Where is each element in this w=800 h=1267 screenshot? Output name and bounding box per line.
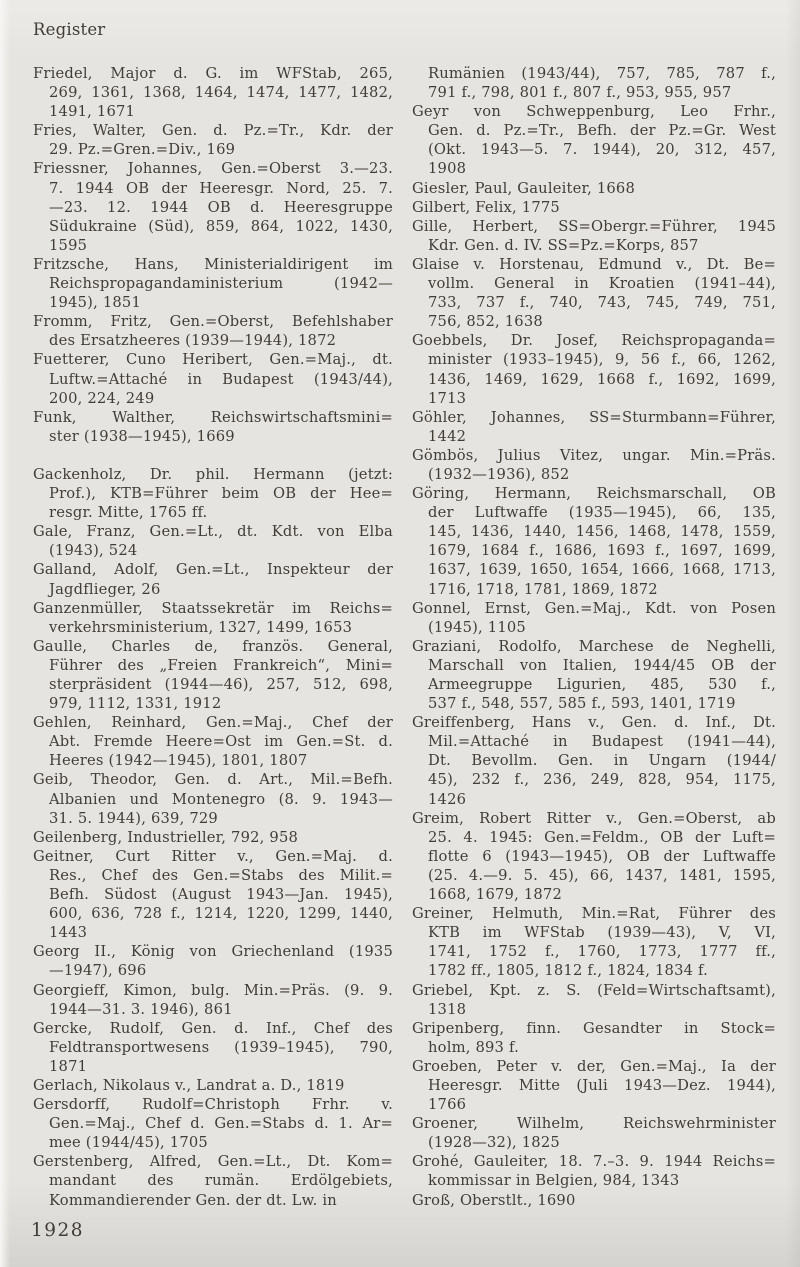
- entry-line: 1782 ff., 1805, 1812 f., 1824, 1834 f.: [428, 962, 709, 980]
- entry-line: 537 f., 548, 557, 585 f., 593, 1401, 1719: [428, 695, 736, 713]
- index-entry: [412, 102, 776, 178]
- index-entry: [412, 446, 776, 484]
- running-header: Register: [33, 20, 106, 39]
- index-entry: [33, 64, 393, 121]
- entry-line: Dt. Bevollm. Gen. in Ungarn (1944/: [428, 752, 776, 770]
- index-entry: [33, 255, 393, 312]
- index-entry: [412, 1152, 776, 1190]
- index-column-left: [33, 64, 393, 1210]
- entry-line: Luftw.=Attaché in Budapest (1943/44),: [49, 370, 393, 388]
- entry-line: Goebbels, Dr. Josef, Reichspropaganda=: [412, 332, 776, 350]
- entry-line: Gille, Herbert, SS=Obergr.=Führer, 1945: [412, 217, 776, 235]
- index-entry: [412, 809, 776, 904]
- entry-line: Göring, Hermann, Reichsmarschall, OB: [412, 485, 776, 503]
- entry-line: Glaise v. Horstenau, Edmund v., Dt. Be=: [412, 255, 776, 273]
- entry-line: Gömbös, Julius Vitez, ungar. Min.=Präs.: [412, 446, 776, 464]
- entry-line: Geitner, Curt Ritter v., Gen.=Maj. d.: [33, 847, 393, 865]
- entry-line: (1932—1936), 852: [428, 465, 570, 483]
- entry-line: Fries, Walter, Gen. d. Pz.=Tr., Kdr. der: [33, 122, 393, 140]
- entry-line: 1426: [428, 790, 467, 808]
- index-entry: [33, 1019, 393, 1076]
- entry-line: 979, 1112, 1331, 1912: [49, 695, 222, 713]
- entry-line: 733, 737 f., 740, 743, 745, 749, 751,: [428, 294, 776, 312]
- entry-line: Groeben, Peter v. der, Gen.=Maj., Ia der: [412, 1057, 776, 1075]
- entry-line: 25. 4. 1945: Gen.=Feldm., OB der Luft=: [428, 828, 776, 846]
- entry-line: Friedel, Major d. G. im WFStab, 265,: [33, 65, 393, 82]
- entry-line: Gripenberg, finn. Gesandter in Stock=: [412, 1019, 776, 1037]
- entry-line: 1713: [428, 389, 467, 407]
- entry-line: 1595: [49, 236, 88, 254]
- entry-line: Kommandierender Gen. der dt. Lw. in: [49, 1191, 337, 1209]
- entry-line: Gehlen, Reinhard, Gen.=Maj., Chef der: [33, 714, 393, 732]
- entry-line: Gackenholz, Dr. phil. Hermann (jetzt:: [33, 465, 393, 483]
- entry-line: Marschall von Italien, 1944/45 OB der: [428, 656, 776, 674]
- index-entry: [412, 64, 776, 102]
- entry-line: (Okt. 1943—5. 7. 1944), 20, 312, 457,: [428, 141, 776, 159]
- entry-line: Heeres (1942—1945), 1801, 1807: [49, 752, 308, 770]
- entry-line: Graziani, Rodolfo, Marchese de Neghelli,: [412, 637, 776, 655]
- index-entry: [33, 1095, 393, 1152]
- entry-line: 1318: [428, 1000, 467, 1018]
- index-entry: [33, 408, 393, 446]
- index-entry: [412, 484, 776, 599]
- index-entry: [412, 1057, 776, 1114]
- entry-line: 1741, 1752 f., 1760, 1773, 1777 ff.,: [428, 943, 776, 961]
- entry-line: Res., Chef des Gen.=Stabs des Milit.=: [49, 866, 393, 884]
- entry-line: —23. 12. 1944 OB d. Heeresgruppe: [49, 198, 393, 216]
- entry-line: Prof.), KTB=Führer beim OB der Hee=: [49, 485, 393, 503]
- entry-line: Groener, Wilhelm, Reichswehrminister: [412, 1115, 776, 1133]
- entry-line: 1436, 1469, 1629, 1668 f., 1692, 1699,: [428, 370, 776, 388]
- index-entry: [33, 599, 393, 637]
- entry-line: 29. Pz.=Gren.=Div., 169: [49, 141, 236, 159]
- entry-line: Fromm, Fritz, Gen.=Oberst, Befehlshaber: [33, 313, 393, 331]
- entry-line: Gilbert, Felix, 1775: [412, 198, 560, 216]
- entry-line: 600, 636, 728 f., 1214, 1220, 1299, 1440,: [49, 905, 393, 923]
- index-entry: [33, 637, 393, 713]
- entry-line: Befh. Südost (August 1943—Jan. 1945),: [49, 886, 393, 904]
- entry-line: 1679, 1684 f., 1686, 1693 f., 1697, 1699,: [428, 542, 776, 560]
- entry-line: Gercke, Rudolf, Gen. d. Inf., Chef des: [33, 1019, 393, 1037]
- entry-line: mee (1944/45), 1705: [49, 1134, 208, 1152]
- entry-line: Gen. d. Pz.=Tr., Befh. der Pz.=Gr. West: [428, 122, 776, 140]
- index-entry: [33, 465, 393, 522]
- entry-line: Abt. Fremde Heere=Ost im Gen.=St. d.: [49, 733, 393, 751]
- entry-line: mandant des rumän. Erdölgebiets,: [49, 1172, 393, 1190]
- index-entry: [412, 217, 776, 255]
- entry-line: Friessner, Johannes, Gen.=Oberst 3.—23.: [33, 160, 393, 178]
- index-entry: [33, 560, 393, 598]
- entry-line: 1871: [49, 1057, 88, 1075]
- entry-line: 1637, 1639, 1650, 1654, 1666, 1668, 1713,: [428, 561, 776, 579]
- entry-line: kommissar in Belgien, 984, 1343: [428, 1172, 680, 1190]
- entry-line: Albanien und Montenegro (8. 9. 1943—: [49, 790, 393, 808]
- entry-line: Grohé, Gauleiter, 18. 7.–3. 9. 1944 Reichs=: [412, 1153, 776, 1171]
- index-entry: [33, 1076, 393, 1095]
- index-entry: [412, 408, 776, 446]
- entry-line: verkehrsministerium, 1327, 1499, 1653: [49, 618, 353, 636]
- entry-line: Gonnel, Ernst, Gen.=Maj., Kdt. von Posen: [412, 599, 776, 617]
- entry-line: vollm. General in Kroatien (1941–44),: [428, 275, 776, 293]
- entry-line: Ganzenmüller, Staatssekretär im Reichs=: [33, 599, 393, 617]
- entry-line: Galland, Adolf, Gen.=Lt., Inspekteur der: [33, 561, 393, 579]
- entry-line: sterpräsident (1944—46), 257, 512, 698,: [49, 676, 393, 693]
- entry-line: (1943), 524: [49, 542, 138, 560]
- entry-line: Gersdorff, Rudolf=Christoph Frhr. v.: [33, 1096, 393, 1114]
- entry-line: Gerstenberg, Alfred, Gen.=Lt., Dt. Kom=: [33, 1153, 393, 1171]
- index-entry: [412, 904, 776, 980]
- entry-line: Geib, Theodor, Gen. d. Art., Mil.=Befh.: [33, 771, 393, 789]
- entry-line: 1443: [49, 924, 88, 942]
- index-columns: [33, 64, 776, 1210]
- entry-line: der Luftwaffe (1935—1945), 66, 135,: [428, 504, 776, 522]
- entry-line: Geilenberg, Industrieller, 792, 958: [33, 828, 299, 846]
- entry-line: Kdr. Gen. d. IV. SS=Pz.=Korps, 857: [428, 236, 699, 254]
- entry-line: 1945), 1851: [49, 294, 142, 312]
- entry-line: holm, 893 f.: [428, 1038, 519, 1056]
- index-entry: [412, 255, 776, 331]
- entry-line: 1668, 1679, 1872: [428, 886, 563, 904]
- entry-line: 145, 1436, 1440, 1456, 1468, 1478, 1559,: [428, 523, 776, 541]
- index-entry: [33, 121, 393, 159]
- section-gap: [33, 446, 393, 465]
- entry-line: minister (1933–1945), 9, 56 f., 66, 1262,: [428, 351, 776, 369]
- entry-line: Groß, Oberstlt., 1690: [412, 1191, 576, 1209]
- index-entry: [412, 1114, 776, 1152]
- index-entry: [33, 159, 393, 254]
- entry-line: Südukraine (Süd), 859, 864, 1022, 1430,: [49, 217, 393, 235]
- entry-line: Gerlach, Nikolaus v., Landrat a. D., 1819: [33, 1076, 345, 1094]
- entry-line: 1716, 1718, 1781, 1869, 1872: [428, 580, 658, 598]
- entry-line: Mil.=Attaché in Budapest (1941—44),: [428, 733, 776, 751]
- entry-line: KTB im WFStab (1939—43), V, VI,: [428, 924, 776, 942]
- entry-line: flotte 6 (1943—1945), OB der Luftwaffe: [428, 847, 776, 865]
- entry-line: Georg II., König von Griechenland (1935: [33, 943, 393, 961]
- entry-line: 1944—31. 3. 1946), 861: [49, 1000, 233, 1018]
- entry-line: (25. 4.—9. 5. 45), 66, 1437, 1481, 1595,: [428, 866, 776, 884]
- index-entry: [33, 770, 393, 827]
- entry-line: Führer des „Freien Frankreich“, Mini=: [49, 656, 393, 674]
- entry-line: (1928—32), 1825: [428, 1134, 560, 1152]
- entry-line: Greim, Robert Ritter v., Gen.=Oberst, ab: [412, 809, 776, 827]
- entry-line: 31. 5. 1944), 639, 729: [49, 809, 218, 827]
- entry-line: 1442: [428, 427, 467, 445]
- entry-line: resgr. Mitte, 1765 ff.: [49, 504, 208, 522]
- index-entry: [33, 312, 393, 350]
- entry-line: —1947), 696: [49, 962, 147, 980]
- index-entry: [33, 847, 393, 942]
- entry-line: Geyr von Schweppenburg, Leo Frhr.,: [412, 103, 776, 121]
- entry-line: Funk, Walther, Reichswirtschaftsmini=: [33, 408, 393, 426]
- entry-line: Griebel, Kpt. z. S. (Feld=Wirtschaftsamt),: [412, 981, 776, 999]
- entry-line: 791 f., 798, 801 f., 807 f., 953, 955, 957: [428, 84, 732, 102]
- entry-line: Giesler, Paul, Gauleiter, 1668: [412, 179, 636, 197]
- entry-line: Heeresgr. Mitte (Juli 1943—Dez. 1944),: [428, 1076, 776, 1094]
- entry-line: 7. 1944 OB der Heeresgr. Nord, 25. 7.: [49, 179, 393, 197]
- entry-line: Greiffenberg, Hans v., Gen. d. Inf., Dt.: [412, 714, 776, 732]
- entry-line: 200, 224, 249: [49, 389, 155, 407]
- index-entry: [412, 331, 776, 407]
- index-entry: [412, 1019, 776, 1057]
- entry-line: Georgieff, Kimon, bulg. Min.=Präs. (9. 9.: [33, 981, 393, 999]
- entry-line: Greiner, Helmuth, Min.=Rat, Führer des: [412, 905, 776, 923]
- entry-line: 1908: [428, 160, 467, 178]
- index-column-right: [412, 64, 776, 1210]
- index-entry: [412, 637, 776, 713]
- entry-line: Gaulle, Charles de, französ. General,: [33, 637, 393, 655]
- index-entry: [33, 1152, 393, 1209]
- entry-line: des Ersatzheeres (1939—1944), 1872: [49, 332, 337, 350]
- entry-line: Göhler, Johannes, SS=Sturmbann=Führer,: [412, 408, 776, 426]
- index-entry: [33, 713, 393, 770]
- index-entry: [33, 350, 393, 407]
- index-entry: [33, 522, 393, 560]
- index-entry: [33, 981, 393, 1019]
- entry-line: 1766: [428, 1096, 467, 1114]
- index-entry: [33, 828, 393, 847]
- entry-line: Jagdflieger, 26: [49, 580, 161, 598]
- entry-line: 756, 852, 1638: [428, 313, 543, 331]
- index-entry: [412, 198, 776, 217]
- entry-line: 45), 232 f., 236, 249, 828, 954, 1175,: [428, 771, 776, 789]
- index-entry: [33, 942, 393, 980]
- entry-line: Rumänien (1943/44), 757, 785, 787 f.,: [428, 65, 776, 82]
- index-entry: [412, 713, 776, 808]
- index-entry: [412, 179, 776, 198]
- entry-line: (1945), 1105: [428, 618, 526, 636]
- entry-line: 269, 1361, 1368, 1464, 1474, 1477, 1482,: [49, 84, 393, 102]
- page-number: 1928: [31, 1220, 85, 1241]
- entry-line: Gale, Franz, Gen.=Lt., dt. Kdt. von Elba: [33, 523, 393, 541]
- entry-line: Fuetterer, Cuno Heribert, Gen.=Maj., dt.: [33, 351, 393, 369]
- entry-line: Fritzsche, Hans, Ministerialdirigent im: [33, 255, 393, 273]
- entry-line: ster (1938—1945), 1669: [49, 427, 235, 445]
- entry-line: Gen.=Maj., Chef d. Gen.=Stabs d. 1. Ar=: [49, 1115, 393, 1133]
- entry-line: Feldtransportwesens (1939–1945), 790,: [49, 1038, 393, 1056]
- index-entry: [412, 981, 776, 1019]
- entry-line: 1491, 1671: [49, 103, 136, 121]
- entry-line: Armeegruppe Ligurien, 485, 530 f.,: [428, 676, 776, 693]
- index-entry: [412, 1191, 776, 1210]
- entry-line: Reichspropagandaministerium (1942—: [49, 275, 393, 293]
- index-entry: [412, 599, 776, 637]
